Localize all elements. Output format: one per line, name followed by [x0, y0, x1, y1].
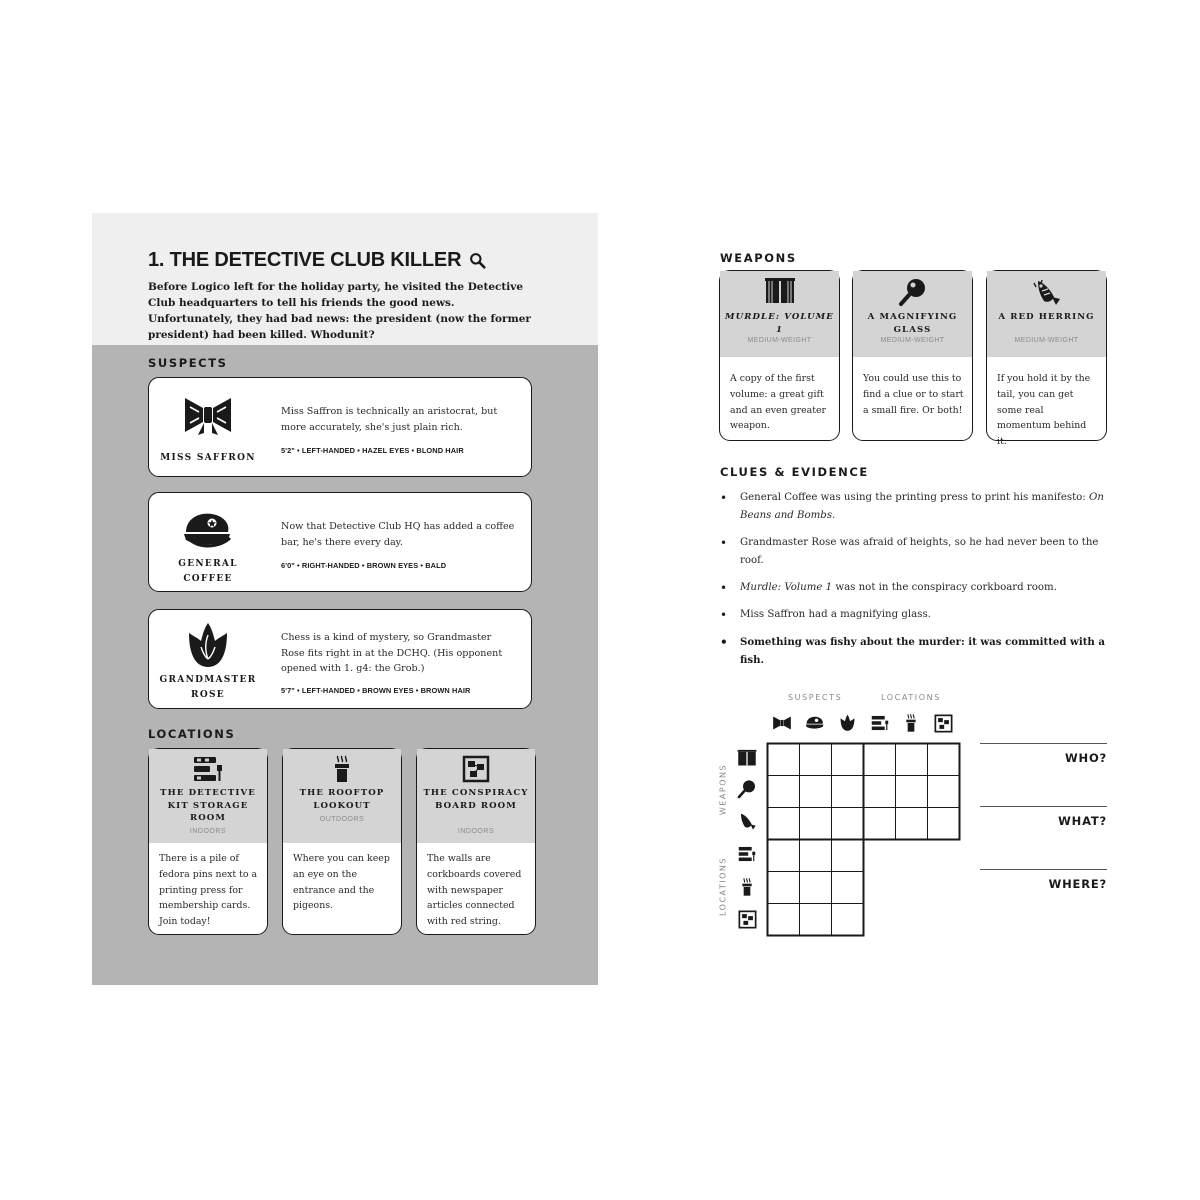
corkboard-icon [736, 908, 758, 930]
location-description: Where you can keep an eye on the entrance and the pigeons. [293, 853, 390, 912]
weapon-description: If you hold it by the tail, you can get some real momentum behind it. [997, 373, 1091, 448]
location-name: THE ROOFTOP LOOKOUT [299, 788, 385, 811]
suspect-description: Chess is a kind of mystery, so Grandmaster Rose fits right in at the DCHQ. (His opponent opened with 1. g4: the Grob.) [281, 632, 503, 675]
rose-icon [836, 712, 858, 734]
location-name: THE DETECTIVE KIT STORAGE ROOM [160, 788, 256, 823]
grid-col-header-suspects: SUSPECTS [788, 693, 843, 702]
puzzle-intro: Before Logico left for the holiday party, he visited the Detective Club headquarters to tell his friends the good news. Unfortunately, they had bad news: the president (now the former president) had been killed. Whodunit? [148, 281, 531, 341]
fish-icon [987, 277, 1106, 305]
clue-item: • Murdle: Volume 1 was not in the conspiracy corkboard room. [720, 579, 1110, 597]
weapon-description: You could use this to find a clue or to start a small fire. Or both! [863, 373, 964, 416]
locations-heading: LOCATIONS [148, 727, 236, 741]
storage-shelf-icon [736, 843, 758, 865]
answer-line-who[interactable] [980, 743, 1107, 744]
bowtie-icon [771, 712, 793, 734]
grid-weapons-locations[interactable] [864, 744, 960, 840]
weapon-weight: MEDIUM-WEIGHT [747, 337, 812, 344]
grid-row-header-weapons: WEAPONS [718, 763, 728, 816]
weapon-weight: MEDIUM-WEIGHT [880, 337, 945, 344]
corkboard-icon [417, 755, 535, 783]
weapon-description: A copy of the first volume: a great gift and an even greater weapon. [730, 373, 827, 432]
book-icon [736, 747, 758, 769]
weapon-card-murdle-volume [719, 270, 840, 441]
clue-list [720, 489, 1110, 678]
location-card-rooftop-lookout [282, 748, 402, 935]
rose-icon [181, 624, 235, 670]
chimney-icon [736, 876, 758, 898]
corkboard-icon [932, 712, 954, 734]
clue-item: • Miss Saffron had a magnifying glass. [720, 606, 1110, 624]
answer-line-what[interactable] [980, 806, 1107, 807]
chimney-icon [283, 755, 401, 783]
military-cap-icon [804, 712, 826, 734]
magnifying-glass-icon [853, 277, 972, 305]
suspect-stats: 5'2" • LEFT-HANDED • HAZEL EYES • BLOND HAIR [281, 446, 464, 455]
answer-where-label: WHERE? [1048, 877, 1107, 891]
military-cap-icon [181, 507, 235, 553]
left-page [92, 213, 598, 985]
suspect-description: Miss Saffron is technically an aristocrat, but more accurately, she's just plain rich. [281, 406, 498, 433]
clue-item: • Something was fishy about the murder: it was committed with a fish. [720, 633, 1110, 669]
suspect-card-grandmaster-rose [148, 609, 532, 709]
suspects-heading: SUSPECTS [148, 356, 228, 370]
fish-icon [736, 810, 758, 832]
location-type: INDOORS [457, 828, 495, 835]
weapon-weight: MEDIUM-WEIGHT [1014, 337, 1079, 344]
answer-line-where[interactable] [980, 869, 1107, 870]
magnifier-icon [469, 252, 486, 269]
grid-weapons-suspects[interactable] [768, 744, 864, 840]
suspect-name: GENERAL COFFEE [178, 559, 238, 584]
bowtie-icon [181, 392, 235, 438]
location-description: There is a pile of fedora pins next to a printing press for membership cards. Join today! [159, 853, 258, 928]
puzzle-header [92, 213, 598, 345]
answer-what-label: WHAT? [1058, 814, 1107, 828]
location-name: THE CONSPIRACY BOARD ROOM [423, 788, 529, 811]
puzzle-title: 1. THE DETECTIVE CLUB KILLER [148, 249, 486, 272]
chimney-icon [900, 712, 922, 734]
location-type: OUTDOORS [319, 816, 365, 823]
clue-item: • Grandmaster Rose was afraid of heights, so he had never been to the roof. [720, 534, 1110, 570]
suspect-stats: 6'0" • RIGHT-HANDED • BROWN EYES • BALD [281, 561, 447, 570]
suspect-name: GRANDMASTER ROSE [159, 675, 257, 700]
clue-item: • General Coffee was using the printing press to print his manifesto: On Beans and Bombs. [720, 489, 1110, 525]
grid-col-header-locations: LOCATIONS [881, 693, 941, 702]
location-card-conspiracy-board [416, 748, 536, 935]
clues-heading: CLUES & EVIDENCE [720, 465, 869, 479]
answer-who-label: WHO? [1065, 751, 1107, 765]
suspect-card-general-coffee [148, 492, 532, 592]
weapon-card-red-herring [986, 270, 1107, 448]
suspect-card-miss-saffron [148, 377, 532, 477]
suspect-stats: 5'7" • LEFT-HANDED • BROWN EYES • BROWN HAIR [281, 686, 471, 695]
weapon-card-magnifying-glass [852, 270, 973, 441]
suspect-name: MISS SAFFRON [160, 453, 256, 463]
grid-locations-suspects[interactable] [768, 840, 864, 936]
book-icon [720, 277, 839, 305]
location-card-storage-room [148, 748, 268, 935]
location-description: The walls are corkboards covered with newspaper articles connected with red string. [427, 853, 522, 928]
weapon-name: A MAGNIFYING GLASS [867, 312, 958, 335]
weapon-name: MURDLE: VOLUME 1 [725, 312, 834, 335]
suspect-description: Now that Detective Club HQ has added a coffee bar, he's there every day. [281, 521, 515, 548]
weapons-heading: WEAPONS [720, 251, 797, 265]
logic-grid [766, 742, 962, 938]
weapon-name: A RED HERRING [998, 312, 1095, 322]
location-type: INDOORS [189, 828, 227, 835]
grid-row-header-locations: LOCATIONS [718, 857, 728, 917]
storage-shelf-icon [149, 755, 267, 783]
storage-shelf-icon [869, 712, 891, 734]
magnifying-glass-icon [736, 778, 758, 800]
